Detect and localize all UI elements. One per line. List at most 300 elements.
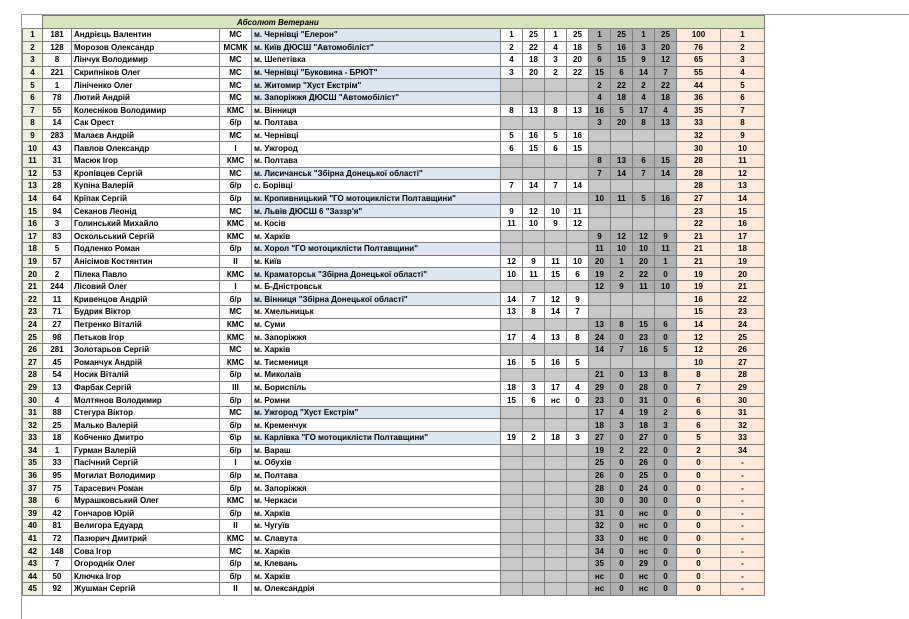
stage2-cell: нс (633, 532, 655, 545)
stage1-cell (545, 469, 567, 482)
total-points-cell: 21 (677, 255, 721, 268)
stage1-cell: 15 (523, 142, 545, 155)
city-team-cell: м. Ужгород (252, 142, 501, 155)
city-team-cell: м. Черкаси (252, 494, 501, 507)
stage2-cell (633, 129, 655, 142)
place-cell: - (721, 557, 765, 570)
table-row (23, 369, 765, 382)
stage1-cell (501, 230, 523, 243)
stage2-cell: 22 (633, 444, 655, 457)
stage2-cell: 28 (589, 482, 611, 495)
start-number-cell: 13 (43, 381, 72, 394)
stage1-cell: 15 (567, 142, 589, 155)
start-number-cell: 128 (43, 41, 72, 54)
stage2-cell: 0 (611, 545, 633, 558)
rank-cell: КМС (220, 217, 252, 230)
city-team-cell: м. Харків (252, 545, 501, 558)
stage2-cell: 8 (611, 318, 633, 331)
total-points-cell: 5 (677, 432, 721, 445)
rank-cell: б/р (220, 394, 252, 407)
stage1-cell (501, 343, 523, 356)
stage2-cell: 0 (655, 570, 677, 583)
table-row (23, 532, 765, 545)
stage2-cell: 2 (589, 79, 611, 92)
stage1-cell: 14 (501, 293, 523, 306)
stage1-cell: 3 (545, 54, 567, 67)
start-number-cell: 14 (43, 117, 72, 130)
row-number-cell: 39 (23, 507, 43, 520)
stage1-cell (501, 369, 523, 382)
place-cell: 9 (721, 129, 765, 142)
row-number-cell: 37 (23, 482, 43, 495)
total-points-cell: 36 (677, 91, 721, 104)
row-number-cell: 23 (23, 306, 43, 319)
stage2-cell: 5 (611, 104, 633, 117)
city-team-cell: м. Полтава (252, 154, 501, 167)
rank-cell: КМС (220, 331, 252, 344)
stage1-cell (523, 482, 545, 495)
start-number-cell: 7 (43, 557, 72, 570)
place-cell: 5 (721, 79, 765, 92)
stage1-cell: 20 (523, 66, 545, 79)
table-row (23, 66, 765, 79)
place-cell: 16 (721, 217, 765, 230)
stage1-cell: 14 (523, 180, 545, 193)
rank-cell: МС (220, 343, 252, 356)
stage1-cell (545, 192, 567, 205)
stage1-cell: 4 (567, 381, 589, 394)
stage1-cell (567, 167, 589, 180)
rank-cell: МС (220, 129, 252, 142)
total-points-cell: 76 (677, 41, 721, 54)
stage2-cell (655, 180, 677, 193)
rider-name-cell: Тарасевич Роман (72, 482, 220, 495)
rank-cell: б/р (220, 117, 252, 130)
stage2-cell: 0 (611, 331, 633, 344)
stage1-cell (545, 154, 567, 167)
rider-name-cell: Малько Валерій (72, 419, 220, 432)
row-number-cell: 42 (23, 545, 43, 558)
table-row (23, 91, 765, 104)
stage1-cell: 13 (523, 104, 545, 117)
stage1-cell: 5 (567, 356, 589, 369)
rider-name-cell: Павлов Олександр (72, 142, 220, 155)
city-team-cell: м. Полтава (252, 117, 501, 130)
start-number-cell: 43 (43, 142, 72, 155)
rider-name-cell: Пазюрич Дмитрий (72, 532, 220, 545)
stage1-cell (545, 91, 567, 104)
start-number-cell: 88 (43, 406, 72, 419)
rider-name-cell: Стегура Віктор (72, 406, 220, 419)
stage1-cell (501, 280, 523, 293)
rank-cell: І (220, 280, 252, 293)
place-cell: 6 (721, 91, 765, 104)
table-row (23, 356, 765, 369)
row-number-cell: 9 (23, 129, 43, 142)
stage2-cell: 6 (655, 318, 677, 331)
rider-name-cell: Морозов Олександр (72, 41, 220, 54)
total-points-cell: 8 (677, 369, 721, 382)
start-number-cell: 92 (43, 583, 72, 596)
stage1-cell (523, 583, 545, 596)
stage1-cell (523, 469, 545, 482)
table-title: Абсолют Ветерани (43, 16, 765, 29)
table-row (23, 507, 765, 520)
stage1-cell (501, 117, 523, 130)
row-number-cell: 31 (23, 406, 43, 419)
stage2-cell (589, 306, 611, 319)
stage1-cell (545, 507, 567, 520)
stage1-cell (545, 494, 567, 507)
stage2-cell: 18 (589, 419, 611, 432)
city-team-cell: м. Вінниця (252, 104, 501, 117)
stage2-cell: 0 (611, 381, 633, 394)
table-row (23, 394, 765, 407)
stage2-cell: 27 (589, 432, 611, 445)
stage2-cell (589, 129, 611, 142)
stage1-cell: 8 (567, 331, 589, 344)
stage1-cell: 0 (567, 394, 589, 407)
stage2-cell: 5 (633, 192, 655, 205)
stage1-cell (567, 243, 589, 256)
place-cell: 8 (721, 117, 765, 130)
stage1-cell (501, 154, 523, 167)
stage2-cell: 5 (655, 343, 677, 356)
stage2-cell: 6 (589, 54, 611, 67)
stage1-cell (567, 192, 589, 205)
total-points-cell: 0 (677, 482, 721, 495)
stage2-cell: 3 (589, 117, 611, 130)
city-team-cell: м. Хорол "ГО мотоциклісти Полтавщини" (252, 243, 501, 256)
place-cell: 17 (721, 230, 765, 243)
stage2-cell: 16 (655, 192, 677, 205)
table-row (23, 520, 765, 533)
stage1-cell: 8 (545, 104, 567, 117)
total-points-cell: 0 (677, 557, 721, 570)
stage1-cell (523, 419, 545, 432)
total-points-cell: 15 (677, 306, 721, 319)
stage2-cell: 0 (655, 394, 677, 407)
row-number-cell: 35 (23, 457, 43, 470)
table-row (23, 180, 765, 193)
city-team-cell: м. Львів ДЮСШ 6 "Заззр'я" (252, 205, 501, 218)
stage1-cell (501, 91, 523, 104)
row-number-cell: 45 (23, 583, 43, 596)
stage1-cell: 15 (501, 394, 523, 407)
stage1-cell (567, 117, 589, 130)
stage2-cell: 0 (611, 369, 633, 382)
stage2-cell: 17 (633, 104, 655, 117)
stage2-cell: 7 (633, 167, 655, 180)
stage1-cell (567, 557, 589, 570)
city-team-cell: м. Харків (252, 507, 501, 520)
stage2-cell: 12 (589, 280, 611, 293)
stage2-cell: 0 (655, 583, 677, 596)
city-team-cell: м. Чернівці "Елерон" (252, 29, 501, 42)
stage2-cell: 10 (589, 192, 611, 205)
stage2-cell (633, 217, 655, 230)
total-points-cell: 0 (677, 494, 721, 507)
stage2-cell (589, 356, 611, 369)
place-cell: - (721, 482, 765, 495)
stage2-cell: 27 (633, 432, 655, 445)
row-number-cell: 22 (23, 293, 43, 306)
city-team-cell: м. Тисмениця (252, 356, 501, 369)
place-cell: 3 (721, 54, 765, 67)
rank-cell: МС (220, 79, 252, 92)
stage2-cell: 0 (611, 557, 633, 570)
stage2-cell: 11 (611, 192, 633, 205)
stage1-cell (545, 79, 567, 92)
total-points-cell: 19 (677, 268, 721, 281)
stage2-cell: 22 (611, 79, 633, 92)
stage1-cell: 10 (523, 217, 545, 230)
table-row (23, 117, 765, 130)
row-number-cell: 6 (23, 91, 43, 104)
row-number-cell: 34 (23, 444, 43, 457)
rider-name-cell: Жушман Сергій (72, 583, 220, 596)
place-cell: 27 (721, 356, 765, 369)
total-points-cell: 10 (677, 356, 721, 369)
place-cell: 31 (721, 406, 765, 419)
place-cell: - (721, 545, 765, 558)
rider-name-cell: Кропівцев Сергій (72, 167, 220, 180)
stage1-cell: 3 (567, 432, 589, 445)
table-row (23, 129, 765, 142)
stage2-cell: 8 (633, 117, 655, 130)
rider-name-cell: Могилат Володимир (72, 469, 220, 482)
stage2-cell: 0 (655, 457, 677, 470)
stage1-cell (501, 507, 523, 520)
stage2-cell: 32 (589, 520, 611, 533)
stage1-cell: 12 (545, 293, 567, 306)
stage2-cell: 2 (611, 268, 633, 281)
stage1-cell (545, 406, 567, 419)
place-cell: 22 (721, 293, 765, 306)
stage2-cell: 1 (611, 255, 633, 268)
table-row (23, 318, 765, 331)
stage2-cell (611, 217, 633, 230)
city-team-cell: м. Вінниця "Збірна Донецької області" (252, 293, 501, 306)
stage2-cell: 9 (611, 280, 633, 293)
stage2-cell: 20 (655, 41, 677, 54)
start-number-cell: 57 (43, 255, 72, 268)
city-team-cell: м. Київ ДЮСШ "Автомобіліст" (252, 41, 501, 54)
stage1-cell (501, 532, 523, 545)
stage2-cell (633, 356, 655, 369)
stage1-cell (523, 117, 545, 130)
start-number-cell: 5 (43, 243, 72, 256)
table-row (23, 154, 765, 167)
stage1-cell (523, 444, 545, 457)
stage1-cell (545, 318, 567, 331)
stage2-cell: 2 (611, 444, 633, 457)
stage2-cell: 3 (655, 419, 677, 432)
start-number-cell: 3 (43, 217, 72, 230)
stage1-cell (501, 457, 523, 470)
rank-cell: б/р (220, 369, 252, 382)
stage2-cell: 11 (655, 243, 677, 256)
rider-name-cell: Лютий Андрій (72, 91, 220, 104)
stage2-cell: 24 (589, 331, 611, 344)
stage1-cell: 5 (501, 129, 523, 142)
start-number-cell: 244 (43, 280, 72, 293)
rider-name-cell: Подленко Роман (72, 243, 220, 256)
rank-cell: МС (220, 306, 252, 319)
stage1-cell: 8 (523, 306, 545, 319)
city-team-cell: с. Борівці (252, 180, 501, 193)
stage1-cell (545, 532, 567, 545)
stage1-cell (501, 243, 523, 256)
stage1-cell (567, 520, 589, 533)
rank-cell: І (220, 457, 252, 470)
stage1-cell: 19 (501, 432, 523, 445)
total-points-cell: 7 (677, 381, 721, 394)
stage1-cell (523, 494, 545, 507)
stage1-cell (567, 469, 589, 482)
stage1-cell: 13 (545, 331, 567, 344)
stage2-cell: 0 (611, 583, 633, 596)
stage1-cell (523, 154, 545, 167)
start-number-cell: 25 (43, 419, 72, 432)
stage1-cell: 9 (545, 217, 567, 230)
stage1-cell (567, 419, 589, 432)
rank-cell: КМС (220, 104, 252, 117)
stage2-cell: 1 (655, 255, 677, 268)
city-team-cell: м. Шепетівка (252, 54, 501, 67)
stage2-cell: 0 (611, 432, 633, 445)
table-row (23, 167, 765, 180)
rider-name-cell: Гурман Валерій (72, 444, 220, 457)
stage2-cell: 10 (611, 243, 633, 256)
place-cell: 34 (721, 444, 765, 457)
stage2-cell (655, 293, 677, 306)
city-team-cell: м. Кременчук (252, 419, 501, 432)
place-cell: 4 (721, 66, 765, 79)
stage2-cell (655, 356, 677, 369)
stage2-cell: 34 (589, 545, 611, 558)
stage1-cell (523, 343, 545, 356)
stage2-cell: 15 (633, 318, 655, 331)
start-number-cell: 221 (43, 66, 72, 79)
total-points-cell: 22 (677, 217, 721, 230)
city-team-cell: м. Б-Дністровськ (252, 280, 501, 293)
stage2-cell (589, 180, 611, 193)
row-number-cell: 20 (23, 268, 43, 281)
stage1-cell: 22 (523, 41, 545, 54)
start-number-cell: 45 (43, 356, 72, 369)
city-team-cell: м. Лисичанськ "Збірна Донецької області" (252, 167, 501, 180)
stage1-cell: 6 (545, 142, 567, 155)
stage1-cell: 2 (545, 66, 567, 79)
stage1-cell (567, 154, 589, 167)
total-points-cell: 12 (677, 331, 721, 344)
stage1-cell: 4 (545, 41, 567, 54)
rider-name-cell: Мурашковський Олег (72, 494, 220, 507)
stage2-cell: 0 (611, 507, 633, 520)
stage1-cell (567, 280, 589, 293)
stage1-cell: 11 (501, 217, 523, 230)
rank-cell: б/р (220, 192, 252, 205)
stage1-cell (501, 406, 523, 419)
start-number-cell: 75 (43, 482, 72, 495)
rider-name-cell: Малаєв Андрій (72, 129, 220, 142)
stage2-cell: 0 (655, 432, 677, 445)
stage2-cell: 29 (589, 381, 611, 394)
total-points-cell: 0 (677, 545, 721, 558)
start-number-cell: 78 (43, 91, 72, 104)
stage2-cell (589, 217, 611, 230)
stage2-cell: 18 (655, 91, 677, 104)
rider-name-cell: Велигора Едуард (72, 520, 220, 533)
start-number-cell: 64 (43, 192, 72, 205)
stage1-cell (545, 117, 567, 130)
stage2-cell: 33 (589, 532, 611, 545)
stage1-cell: 18 (567, 41, 589, 54)
stage2-cell: 11 (589, 243, 611, 256)
stage2-cell: 22 (655, 79, 677, 92)
stage1-cell: 6 (567, 268, 589, 281)
table-row (23, 469, 765, 482)
stage2-cell: 35 (589, 557, 611, 570)
stage1-cell: нс (545, 394, 567, 407)
stage1-cell: 18 (523, 54, 545, 67)
stage2-cell: 9 (589, 230, 611, 243)
stage1-cell: 11 (567, 205, 589, 218)
stage1-cell: 7 (523, 293, 545, 306)
start-number-cell: 6 (43, 494, 72, 507)
start-number-cell: 71 (43, 306, 72, 319)
rank-cell: І (220, 142, 252, 155)
stage2-cell: 28 (633, 381, 655, 394)
total-points-cell: 0 (677, 583, 721, 596)
stage2-cell (589, 142, 611, 155)
rider-name-cell: Пілека Павло (72, 268, 220, 281)
place-cell: 32 (721, 419, 765, 432)
stage1-cell (567, 406, 589, 419)
place-cell: 33 (721, 432, 765, 445)
start-number-cell: 148 (43, 545, 72, 558)
stage2-cell: 0 (655, 482, 677, 495)
stage2-cell: 10 (633, 243, 655, 256)
table-row (23, 255, 765, 268)
row-number-cell: 21 (23, 280, 43, 293)
stage1-cell: 6 (501, 142, 523, 155)
stage2-cell: 30 (633, 494, 655, 507)
city-team-cell: м. Бориспіль (252, 381, 501, 394)
stage1-cell (523, 91, 545, 104)
stage1-cell (523, 280, 545, 293)
stage2-cell: 1 (633, 29, 655, 42)
city-team-cell: м. Запоріжжя ДЮСШ "Автомобіліст" (252, 91, 501, 104)
row-number-cell: 3 (23, 54, 43, 67)
stage1-cell (501, 167, 523, 180)
row-number-cell: 36 (23, 469, 43, 482)
start-number-cell: 33 (43, 457, 72, 470)
total-points-cell: 14 (677, 318, 721, 331)
rider-name-cell: Петренко Віталій (72, 318, 220, 331)
place-cell: 21 (721, 280, 765, 293)
stage1-cell (523, 457, 545, 470)
place-cell: - (721, 494, 765, 507)
stage2-cell: 0 (611, 494, 633, 507)
row-number-cell: 7 (23, 104, 43, 117)
city-team-cell: м. Запоріжжя (252, 331, 501, 344)
total-points-cell: 0 (677, 469, 721, 482)
city-team-cell: м. Харків (252, 230, 501, 243)
place-cell: 28 (721, 369, 765, 382)
total-points-cell: 35 (677, 104, 721, 117)
